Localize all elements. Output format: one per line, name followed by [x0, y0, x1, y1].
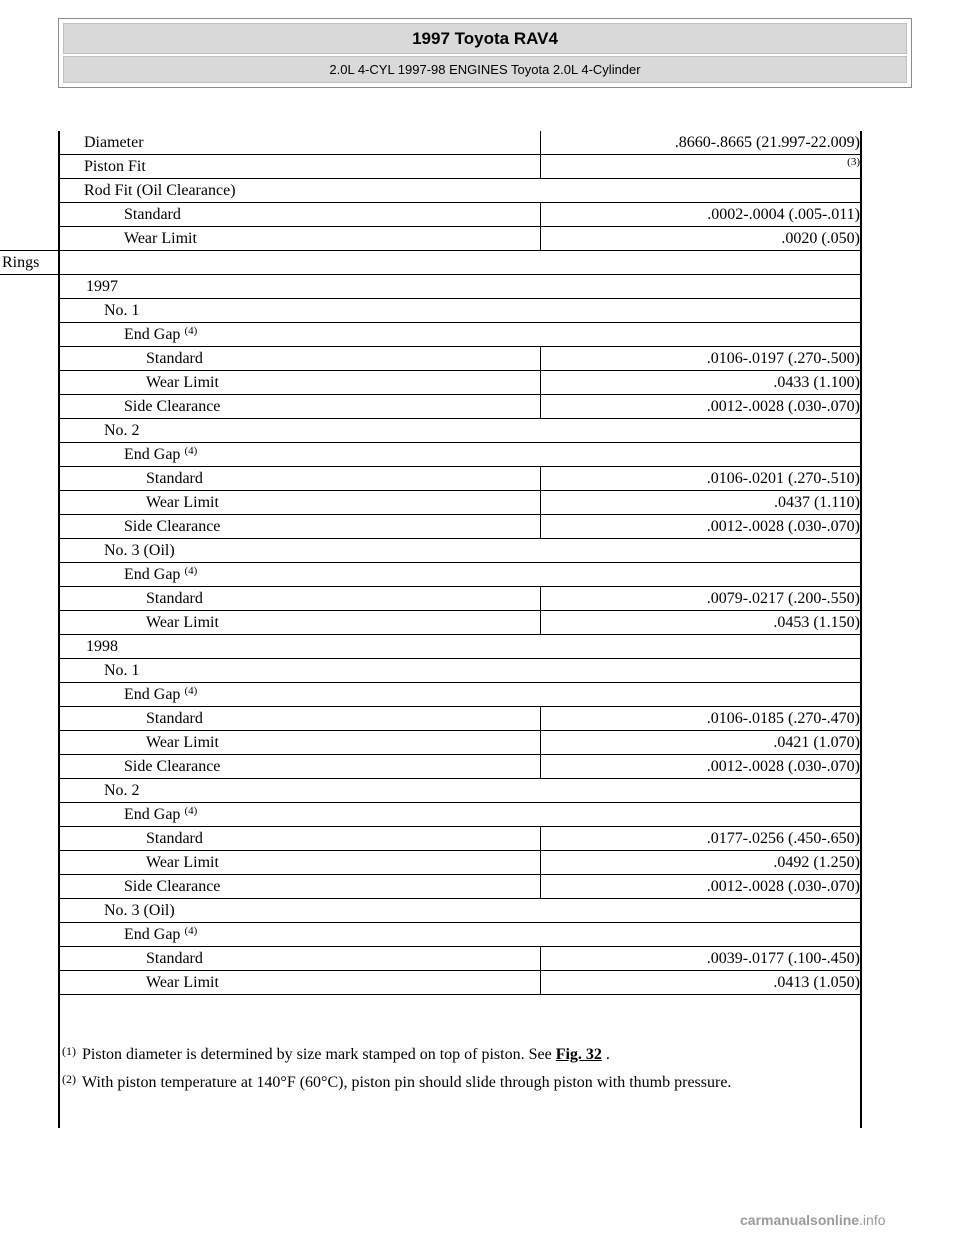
row-label: Standard — [124, 206, 181, 223]
row-label: Side Clearance — [124, 518, 221, 535]
table-row — [60, 611, 860, 635]
row-label: Wear Limit — [146, 494, 219, 511]
row-value: .0012-.0028 (.030-.070) — [706, 398, 860, 415]
table-row — [60, 275, 860, 299]
figure-link[interactable]: Fig. 32 — [555, 1046, 602, 1063]
row-label: No. 2 — [104, 782, 140, 799]
table-row — [60, 443, 860, 467]
row-value: .0020 (.050) — [781, 230, 860, 247]
footnote-marker: (2) — [62, 1072, 76, 1086]
footnote-text: With piston temperature at 140°F (60°C), piston pin should slide through piston with thumb pressure. — [82, 1074, 732, 1091]
row-label: Piston Fit — [84, 158, 146, 175]
row-value: .0012-.0028 (.030-.070) — [706, 758, 860, 775]
row-label: Standard — [146, 710, 203, 727]
row-label: No. 1 — [104, 662, 140, 679]
table-row — [60, 947, 860, 971]
footnote-text-end: . — [601, 1046, 610, 1063]
row-label: Wear Limit — [146, 614, 219, 631]
footnote-ref: (4) — [184, 565, 198, 577]
row-value: .0437 (1.110) — [773, 494, 860, 511]
table-row — [60, 371, 860, 395]
table-row — [60, 515, 860, 539]
row-label: Standard — [146, 830, 203, 847]
row-value: .0079-.0217 (.200-.550) — [706, 590, 860, 607]
row-label: Side Clearance — [124, 878, 221, 895]
row-label: 1997 — [86, 278, 118, 295]
row-label: Side Clearance — [124, 758, 221, 775]
table-row — [60, 803, 860, 827]
row-label: Wear Limit — [146, 374, 219, 391]
row-label: Wear Limit — [124, 230, 197, 247]
watermark-url: carmanualsonline.info — [740, 1212, 886, 1228]
row-label: End Gap $^{(4)}$ — [124, 685, 198, 703]
table-row — [60, 875, 860, 899]
table-row — [60, 203, 860, 227]
table-row — [60, 323, 860, 347]
row-label: No. 3 (Oil) — [104, 902, 175, 919]
footnote-marker: (1) — [62, 1044, 76, 1058]
row-value: .0413 (1.050) — [773, 974, 860, 991]
footnote-ref: (4) — [184, 805, 198, 817]
footnote — [62, 1044, 862, 1072]
row-label: Wear Limit — [146, 854, 219, 871]
row-label: End Gap $^{(4)}$ — [124, 565, 198, 583]
table-row — [60, 731, 860, 755]
table-row — [60, 707, 860, 731]
row-label: 1998 — [86, 638, 118, 655]
table-row — [60, 155, 860, 179]
table-row — [60, 587, 860, 611]
row-label: End Gap $^{(4)}$ — [124, 445, 198, 463]
table-row — [60, 899, 860, 923]
document-title: 1997 Toyota RAV4 — [63, 23, 907, 54]
footnote-ref: (4) — [184, 325, 198, 337]
row-value: .0453 (1.150) — [773, 614, 860, 631]
row-value: .0012-.0028 (.030-.070) — [706, 518, 860, 535]
footnote-ref: (3) — [847, 156, 860, 168]
row-label: No. 2 — [104, 422, 140, 439]
table-row — [60, 755, 860, 779]
row-value: .0039-.0177 (.100-.450) — [706, 950, 860, 967]
document-subtitle: 2.0L 4-CYL 1997-98 ENGINES Toyota 2.0L 4-Cylinder — [63, 56, 907, 83]
table-row — [60, 563, 860, 587]
table-row — [60, 491, 860, 515]
table-row — [60, 467, 860, 491]
row-value: .0177-.0256 (.450-.650) — [706, 830, 860, 847]
row-label: Standard — [146, 470, 203, 487]
table-row — [60, 635, 860, 659]
row-label: End Gap $^{(4)}$ — [124, 325, 198, 343]
row-value: .0002-.0004 (.005-.011) — [707, 206, 860, 223]
table-row — [60, 299, 860, 323]
table-row — [60, 827, 860, 851]
page-header — [58, 18, 912, 88]
row-value: .0106-.0197 (.270-.500) — [706, 350, 860, 367]
table-row — [60, 851, 860, 875]
footnote-ref: (4) — [184, 925, 198, 937]
footnote-ref: (4) — [184, 445, 198, 457]
row-label: Standard — [146, 590, 203, 607]
row-value: .0012-.0028 (.030-.070) — [706, 878, 860, 895]
row-label: No. 1 — [104, 302, 140, 319]
table-row — [60, 683, 860, 707]
row-value: .0106-.0185 (.270-.470) — [706, 710, 860, 727]
row-value: .0421 (1.070) — [773, 734, 860, 751]
table-row — [60, 347, 860, 371]
table-row — [60, 227, 860, 251]
specifications-table — [2, 131, 860, 995]
row-label: Side Clearance — [124, 398, 221, 415]
row-label: End Gap $^{(4)}$ — [124, 925, 198, 943]
row-label: Rod Fit (Oil Clearance) — [84, 182, 236, 199]
table-row — [60, 971, 860, 995]
row-label: Standard — [146, 350, 203, 367]
row-label: No. 3 (Oil) — [104, 542, 175, 559]
row-label: Wear Limit — [146, 974, 219, 991]
table-row — [0, 251, 860, 275]
row-value — [847, 155, 860, 180]
row-label: Rings — [2, 254, 40, 271]
row-label: Diameter — [84, 134, 144, 151]
footnotes — [62, 1044, 862, 1100]
footnote — [62, 1072, 862, 1100]
table-row — [60, 539, 860, 563]
table-row — [60, 131, 860, 155]
table-row — [60, 779, 860, 803]
row-label: Wear Limit — [146, 734, 219, 751]
row-value: .0492 (1.250) — [773, 854, 860, 871]
table-row — [60, 395, 860, 419]
footnote-text: Piston diameter is determined by size mark stamped on top of piston. See — [82, 1046, 556, 1063]
table-row — [60, 923, 860, 947]
table-row — [60, 179, 860, 203]
table-row — [60, 659, 860, 683]
table-right-border — [860, 131, 862, 1128]
row-value: .8660-.8665 (21.997-22.009) — [674, 134, 860, 151]
row-value: .0433 (1.100) — [773, 374, 860, 391]
row-value: .0106-.0201 (.270-.510) — [706, 470, 860, 487]
table-row — [60, 419, 860, 443]
footnote-ref: (4) — [184, 685, 198, 697]
row-label: Standard — [146, 950, 203, 967]
row-label: End Gap $^{(4)}$ — [124, 805, 198, 823]
